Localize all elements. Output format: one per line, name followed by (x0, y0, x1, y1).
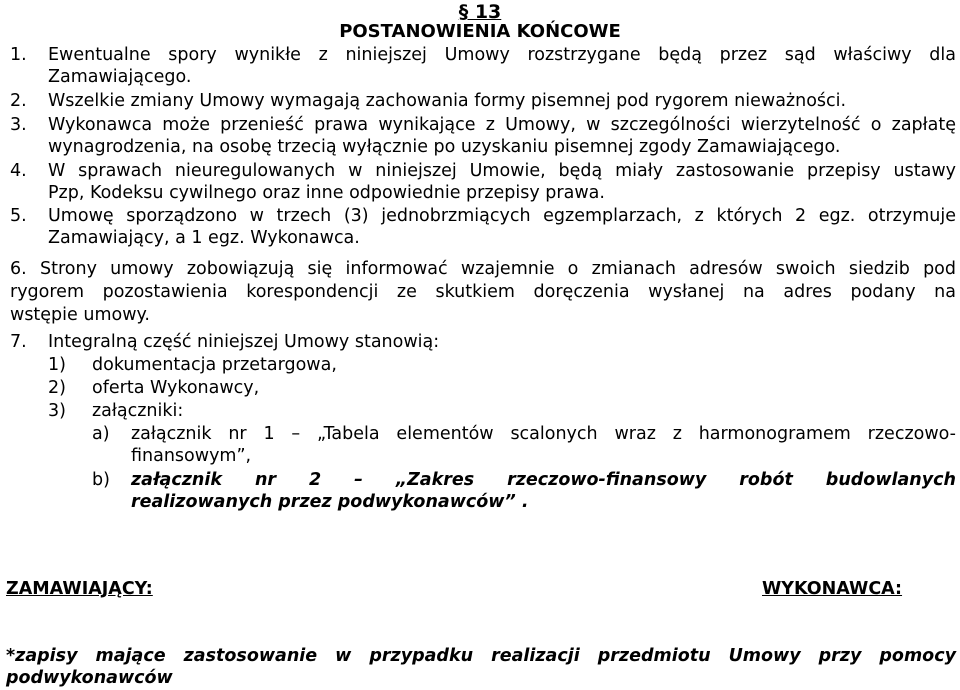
footnote-line-2: podwykonawców (6, 668, 173, 688)
item-2-number: 2. (10, 91, 27, 111)
signature-contractor: WYKONAWCA: (762, 579, 903, 599)
subitem-3-number: 3) (48, 401, 66, 421)
subitem-1-text: dokumentacja przetargowa, (92, 355, 337, 375)
attachment-a-letter: a) (92, 424, 110, 444)
signature-contracting-authority: ZAMAWIAJĄCY: (6, 579, 153, 599)
attachment-b-letter: b) (92, 470, 110, 490)
item-4-line-1: W sprawach nieuregulowanych w niniejszej Umowie, będą miały zastosowanie przepisy ustawy (48, 161, 956, 181)
item-6-line-2: rygorem pozostawienia korespondencji ze skutkiem doręczenia wysłanej na adres podany na (10, 282, 956, 302)
item-3-number: 3. (10, 115, 27, 135)
subitem-1-number: 1) (48, 355, 66, 375)
subitem-2-text: oferta Wykonawcy, (92, 378, 260, 398)
attachment-a-line-2: finansowym”, (131, 446, 252, 466)
item-5-line-2: Zamawiający, a 1 egz. Wykonawca. (48, 228, 360, 248)
item-6-number: 6. (10, 259, 27, 279)
attachment-b-line-1: załącznik nr 2 – „Zakres rzeczowo-finansowy robót budowlanych (131, 470, 956, 490)
item-1-line-1: Ewentualne spory wynikłe z niniejszej Umowy rozstrzygane będą przez sąd właściwy dla (48, 45, 956, 65)
item-2-line-1: Wszelkie zmiany Umowy wymagają zachowania formy pisemnej pod rygorem nieważności. (48, 91, 847, 111)
item-6-line-3: wstępie umowy. (10, 305, 150, 325)
item-1-number: 1. (10, 45, 27, 65)
item-5-line-1: Umowę sporządzono w trzech (3) jednobrzmiących egzemplarzach, z których 2 egz. otrzymuje (48, 206, 956, 226)
item-5-number: 5. (10, 206, 27, 226)
item-4-number: 4. (10, 161, 27, 181)
item-7-number: 7. (10, 332, 27, 352)
item-4-line-2: Pzp, Kodeksu cywilnego oraz inne odpowiednie przepisy prawa. (48, 183, 605, 203)
item-7-line-1: Integralną część niniejszej Umowy stanowią: (48, 332, 440, 352)
attachment-a-line-1: załącznik nr 1 – „Tabela elementów scalonych wraz z harmonogramem rzeczowo- (131, 424, 956, 444)
item-3-line-2: wynagrodzenia, na osobę trzecią wyłącznie po uzyskaniu pisemnej zgody Zamawiającego. (48, 137, 841, 157)
footnote-line-1: *zapisy mające zastosowanie w przypadku realizacji przedmiotu Umowy przy pomocy (6, 646, 956, 666)
subitem-2-number: 2) (48, 378, 66, 398)
section-title: POSTANOWIENIA KOŃCOWE (339, 21, 621, 42)
section-heading: § 13 (458, 1, 502, 23)
item-3-line-1: Wykonawca może przenieść prawa wynikające z Umowy, w szczególności wierzytelność o zapłatę (48, 115, 956, 135)
attachment-b-line-2: realizowanych przez podwykonawców” . (131, 492, 529, 512)
subitem-3-text: załączniki: (92, 401, 184, 421)
item-1-line-2: Zamawiającego. (48, 67, 192, 87)
item-6-line-1: Strony umowy zobowiązują się informować wzajemnie o zmianach adresów swoich siedzib pod (40, 259, 956, 279)
